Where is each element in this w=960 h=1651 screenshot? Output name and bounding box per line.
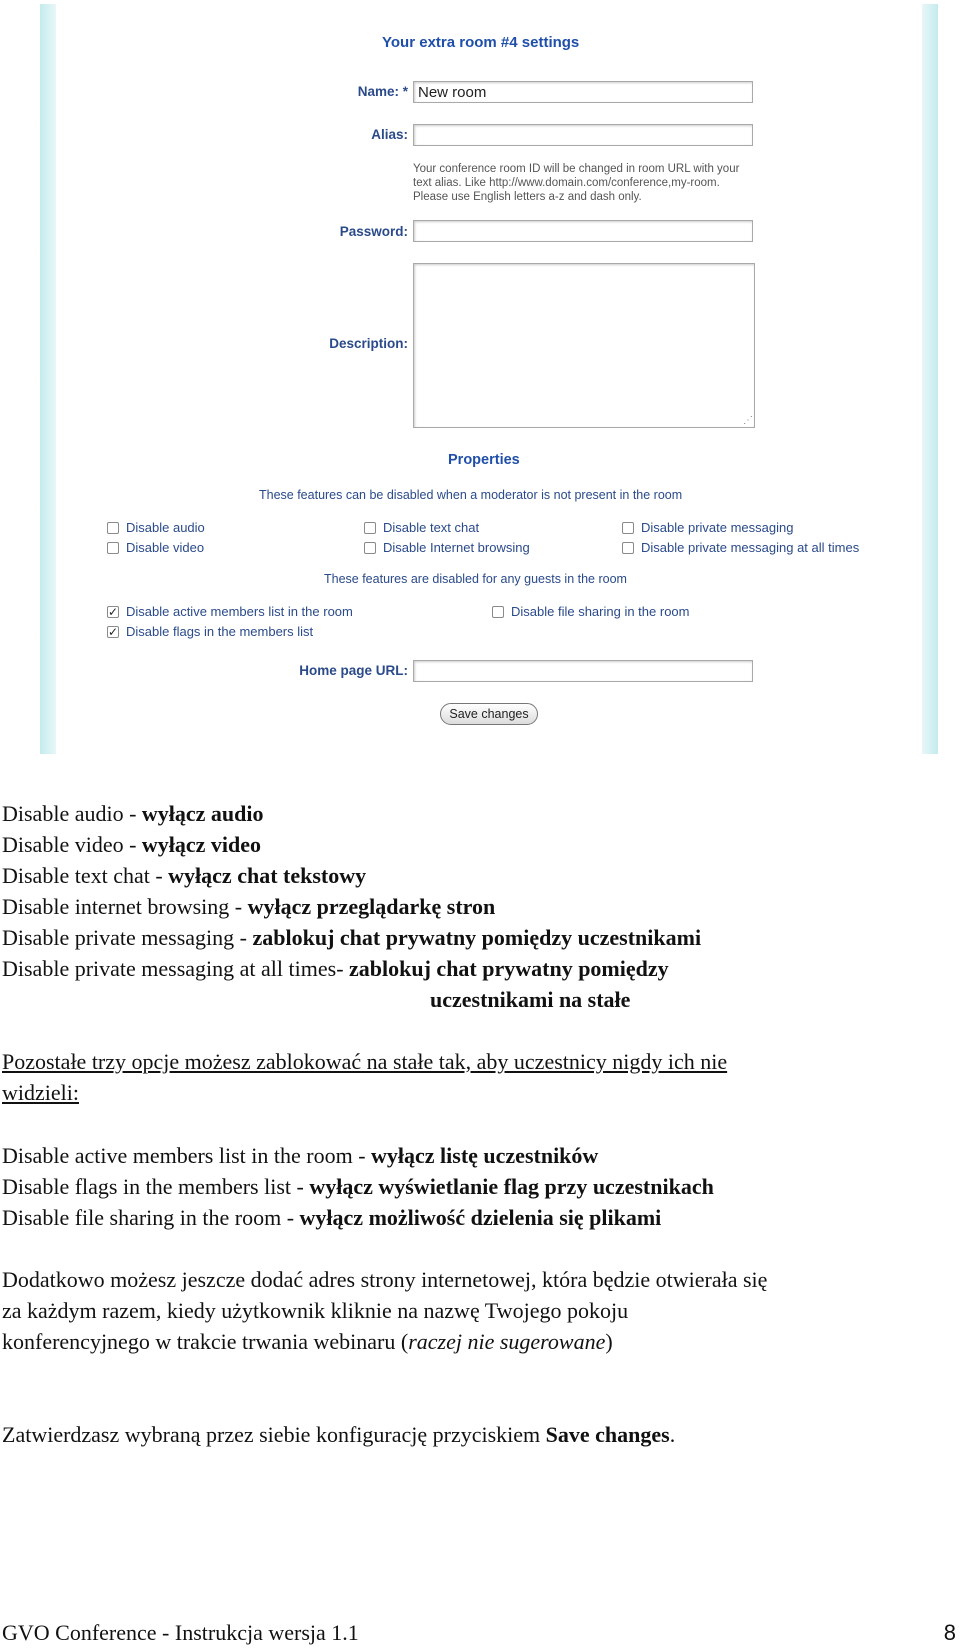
alias-input[interactable] [413,124,753,146]
checkbox-box[interactable] [107,542,119,554]
guest-note: These features are disabled for any guests in the room [324,572,627,586]
password-input[interactable] [413,220,753,242]
extra-paragraph-line-2: za każdym razem, kiedy użytkownik kliknie na nazwę Twojego pokoju [2,1298,629,1323]
moderator-note: These features can be disabled when a moderator is not present in the room [259,488,683,502]
screenshot-border-right [922,4,938,754]
checkbox-disable-internet-browsing[interactable]: Disable Internet browsing [364,540,530,555]
doc-line-text-chat: Disable text chat - wyłącz chat tekstowy [2,863,367,888]
homepage-label: Home page URL: [299,663,408,678]
name-input[interactable]: New room [413,81,753,103]
name-label: Name: * [357,84,408,99]
checkbox-box[interactable] [622,522,634,534]
checkbox-box[interactable] [622,542,634,554]
description-label: Description: [329,336,408,351]
alias-label: Alias: [371,127,408,142]
extra-paragraph-line-1: Dodatkowo możesz jeszcze dodać adres strony internetowej, która będzie otwierała się [2,1267,768,1292]
doc-line-audio: Disable audio - wyłącz audio [2,801,264,826]
checkbox-disable-active-members-list[interactable]: ✓ Disable active members list in the room [108,604,353,619]
doc-line-flags: Disable flags in the members list - wyłącz wyświetlanie flag przy uczestnikach [2,1174,714,1199]
footer-text: GVO Conference - Instrukcja wersja 1.1 [2,1620,359,1645]
save-changes-button[interactable]: Save changes [440,703,538,725]
doc-line-browsing: Disable internet browsing - wyłącz przeglądarkę stron [2,894,496,919]
description-textarea[interactable] [413,263,755,428]
doc-line-private-messaging-all: Disable private messaging at all times- zablokuj chat prywatny pomiędzy [2,956,669,981]
checkbox-checked-icon[interactable]: ✓ [108,604,119,619]
doc-line-members-list: Disable active members list in the room - wyłącz listę uczestników [2,1143,599,1168]
doc-line-private-messaging: Disable private messaging - zablokuj chat prywatny pomiędzy uczestnikami [2,925,702,950]
checkbox-disable-audio[interactable]: Disable audio [107,520,205,535]
checkbox-disable-video[interactable]: Disable video [107,540,204,555]
permanent-intro-line-2: widzieli: [2,1080,79,1105]
checkbox-box[interactable] [364,522,376,534]
checkbox-checked-icon[interactable]: ✓ [108,624,119,639]
checkbox-disable-private-messaging[interactable]: Disable private messaging [622,520,793,535]
alias-hint: Your conference room ID will be changed in room URL with your text alias. Like http://www.domain.com/conference,my-room. Please use English letters a-z and dash only. [413,163,740,203]
checkbox-disable-flags[interactable]: ✓ Disable flags in the members list [108,624,314,639]
doc-line-private-messaging-all-cont: uczestnikami na stałe [430,987,631,1012]
checkbox-disable-text-chat[interactable]: Disable text chat [364,520,479,535]
checkbox-disable-file-sharing[interactable]: Disable file sharing in the room [492,604,689,619]
page-number: 8 [943,1620,956,1645]
checkbox-box[interactable] [364,542,376,554]
resize-grip-icon[interactable]: ⋰ [743,415,753,426]
password-label: Password: [339,224,408,239]
checkbox-disable-private-messaging-all-times[interactable]: Disable private messaging at all times [622,540,859,555]
checkbox-box[interactable] [107,522,119,534]
properties-title: Properties [448,452,520,468]
extra-paragraph-line-3: konferencyjnego w trakcie trwania webinaru (raczej nie sugerowane) [2,1329,613,1354]
confirm-paragraph: Zatwierdzasz wybraną przez siebie konfigurację przyciskiem Save changes. [2,1422,676,1447]
checkbox-box[interactable] [492,606,504,618]
permanent-intro-line-1: Pozostałe trzy opcje możesz zablokować na stałe tak, aby uczestnicy nigdy ich nie [2,1049,728,1074]
homepage-input[interactable] [413,660,753,682]
doc-line-file-sharing: Disable file sharing in the room - wyłącz możliwość dzielenia się plikami [2,1205,662,1230]
doc-line-video: Disable video - wyłącz video [2,832,262,857]
screenshot-border-left [40,4,56,754]
form-title: Your extra room #4 settings [382,34,580,51]
